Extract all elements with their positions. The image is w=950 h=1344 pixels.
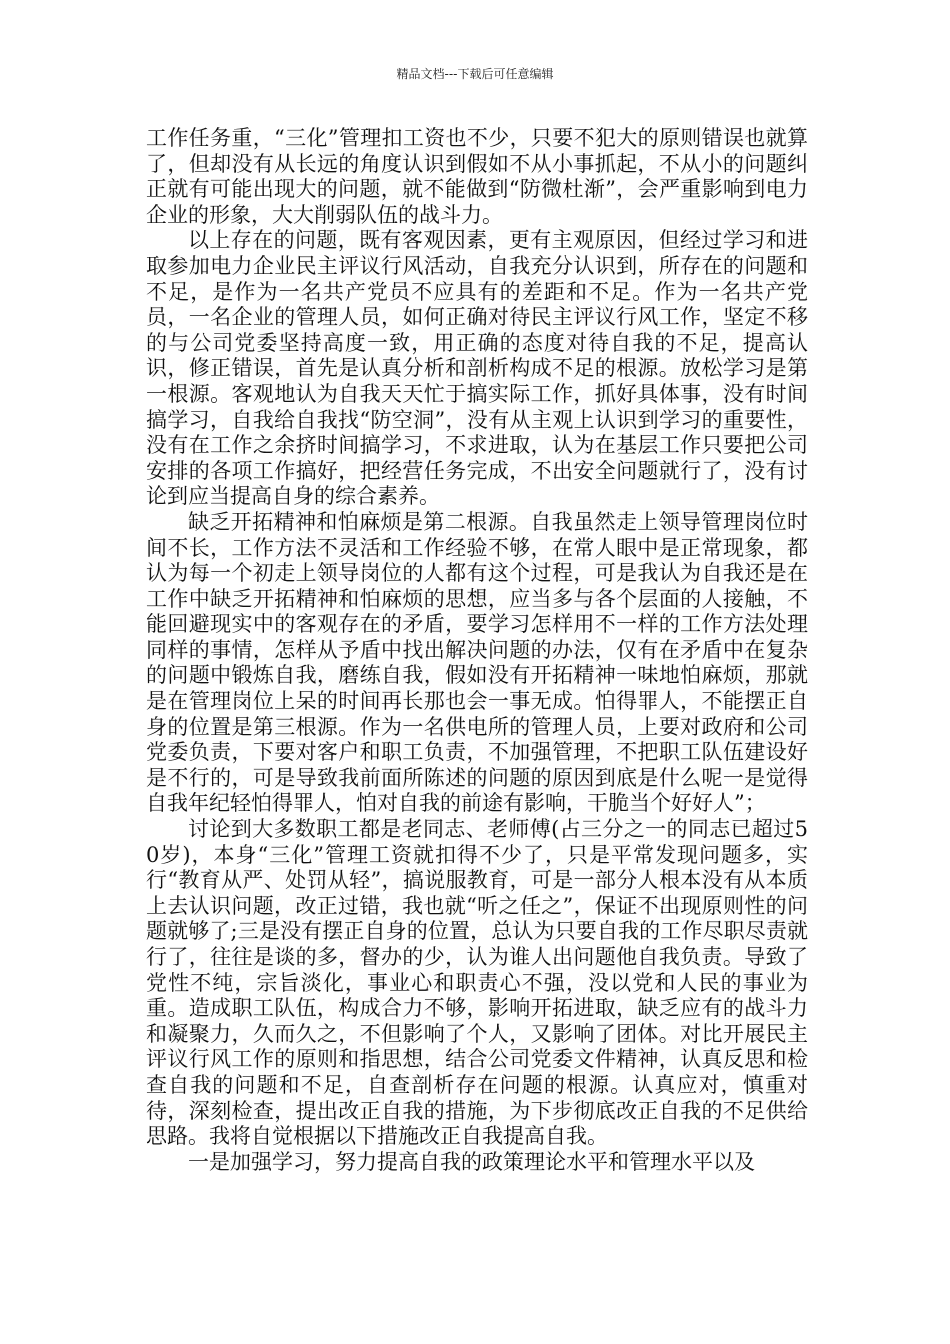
paragraph-3: 缺乏开拓精神和怕麻烦是第二根源。自我虽然走上领导管理岗位时间不长，工作方法不灵活和工作经验不够，在常人眼中是正常现象，都认为每一个初走上领导岗位的人都有这个过程，可是我认为自我还是在工作中缺乏开拓精神和怕麻烦的思想，应当多与各个层面的人接触，不能回避现实中的客观存在的矛盾，要学习怎样用不一样的工作方法处理同样的事情，怎样从予盾中找出解决问题的办法，仅有在矛盾中在复杂的问题中锻炼自我，磨练自我，假如没有开拓精神一味地怕麻烦，那就是在管理岗位上呆的时间再长那也会一事无成。怕得罪人，不能摆正自身的位置是第三根源。作为一名供电所的管理人员，上要对政府和公司党委负责，下要对客户和职工负责，不加强管理，不把职工队伍建设好是不行的，可是导致我前面所陈述的问题的原因到底是什么呢一是觉得自我年纪轻怕得罪人，怕对自我的前途有影响，干脆当个好好人”； [146,509,808,816]
document-body [146,126,808,1175]
paragraph-5: 一是加强学习，努力提高自我的政策理论水平和管理水平以及 [188,1149,755,1174]
paragraph-4: 讨论到大多数职工都是老同志、老师傅(占三分之一的同志已超过50岁)，本身“三化”管理工资就扣得不少了，只是平常发现问题多，实行“教育从严、处罚从轻”，搞说服教育，可是一部分人根本没有从本质上去认识问题，改正过错，我也就“听之任之”，保证不出现原则性的问题就够了;三是没有摆正自身的位置，总认为只要自我的工作尽职尽责就行了，往往是谈的多，督办的少，认为谁人出问题他自我负责。导致了党性不纯，宗旨淡化，事业心和职责心不强，没以党和人民的事业为重。造成职工队伍，构成合力不够，影响开拓进取，缺乏应有的战斗力和凝聚力，久而久之，不但影响了个人，又影响了团体。对比开展民主评议行风工作的原则和指思想，结合公司党委文件精神，认真反思和检查自我的问题和不足，自查剖析存在问题的根源。认真应对，慎重对待，深刻检查，提出改正自我的措施，为下步彻底改正自我的不足供给思路。我将自觉根据以下措施改正自我提高自我。 [146,817,808,1149]
page-header: 精品文档---下载后可任意编辑 [396,67,554,81]
paragraph-2: 以上存在的问题，既有客观因素，更有主观原因，但经过学习和进取参加电力企业民主评议行风活动，自我充分认识到，所存在的问题和不足，是作为一名共产党员不应具有的差距和不足。作为一名共产党员，一名企业的管理人员，如何正确对待民主评议行风工作，坚定不移的与公司党委坚持高度一致，用正确的态度对待自我的不足，提高认识，修正错误，首先是认真分析和剖析构成不足的根源。放松学习是第一根源。客观地认为自我天天忙于搞实际工作，抓好具体事，没有时间搞学习，自我给自我找“防空洞”，没有从主观上认识到学习的重要性，没有在工作之余挤时间搞学习，不求进取，认为在基层工作只要把公司安排的各项工作搞好，把经营任务完成，不出安全问题就行了，没有讨论到应当提高自身的综合素养。 [146,228,808,509]
paragraph-1: 工作任务重，“三化”管理扣工资也不少，只要不犯大的原则错误也就算了，但却没有从长远的角度认识到假如不从小事抓起，不从小的问题纠正就有可能出现大的问题，就不能做到“防微杜渐”，会严重影响到电力企业的形象，大大削弱队伍的战斗力。 [146,126,808,227]
